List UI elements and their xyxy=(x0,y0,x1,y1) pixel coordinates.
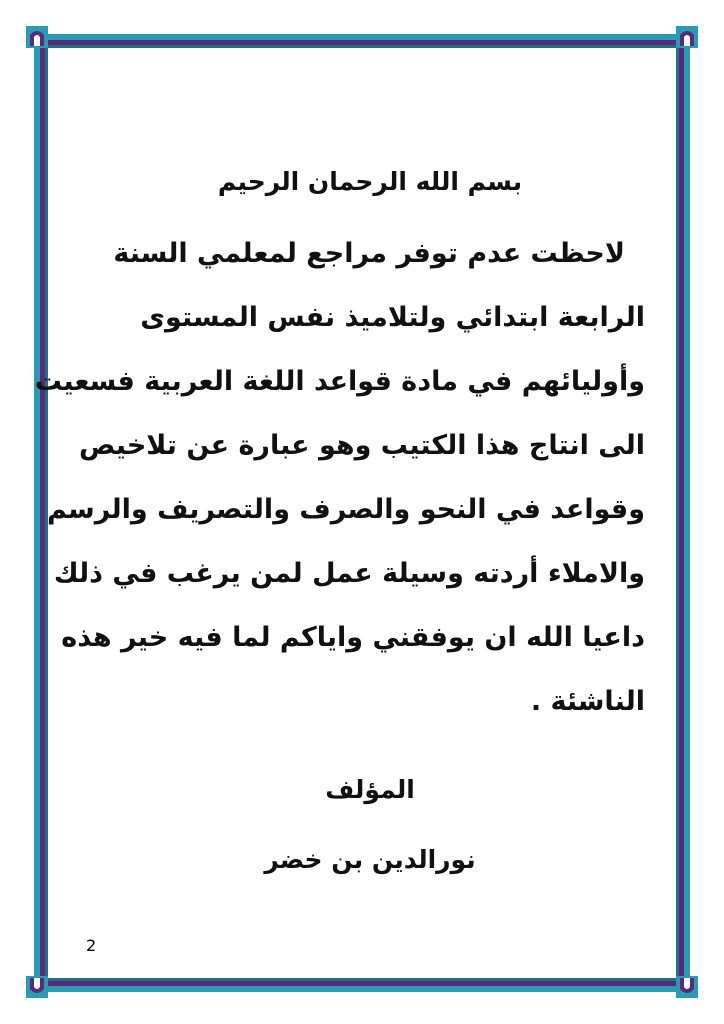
preface-line: لاحظت عدم توفر مراجع لمعلمي السنة xyxy=(113,238,625,269)
corner-ornament-icon xyxy=(26,976,48,998)
preface-line: داعيا الله ان يوفقني واياكم لما فيه خير هذه xyxy=(61,622,645,653)
page-number: 2 xyxy=(86,936,97,955)
preface-line: الناشئة . xyxy=(530,686,645,717)
preface-line: والاملاء أردته وسيلة عمل لمن يرغب في ذلك xyxy=(53,558,645,589)
preface-line: الى انتاج هذا الكتيب وهو عبارة عن تلاخيص xyxy=(78,430,645,461)
corner-ornament-icon xyxy=(676,26,698,48)
preface-line: وقواعد في النحو والصرف والتصريف والرسم xyxy=(46,494,645,525)
corner-ornament-icon xyxy=(26,26,48,48)
author-label: المؤلف xyxy=(325,775,415,804)
preface-text xyxy=(34,160,645,880)
preface-line: الرابعة ابتدائي ولتلاميذ نفس المستوى xyxy=(140,302,645,333)
author-name: نورالدين بن خضر xyxy=(264,845,476,874)
basmala-heading: بسم الله الرحمان الرحيم xyxy=(217,167,523,196)
preface-line: وأوليائهم في مادة قواعد اللغة العربية فسعيت xyxy=(34,366,645,397)
corner-ornament-icon xyxy=(676,976,698,998)
